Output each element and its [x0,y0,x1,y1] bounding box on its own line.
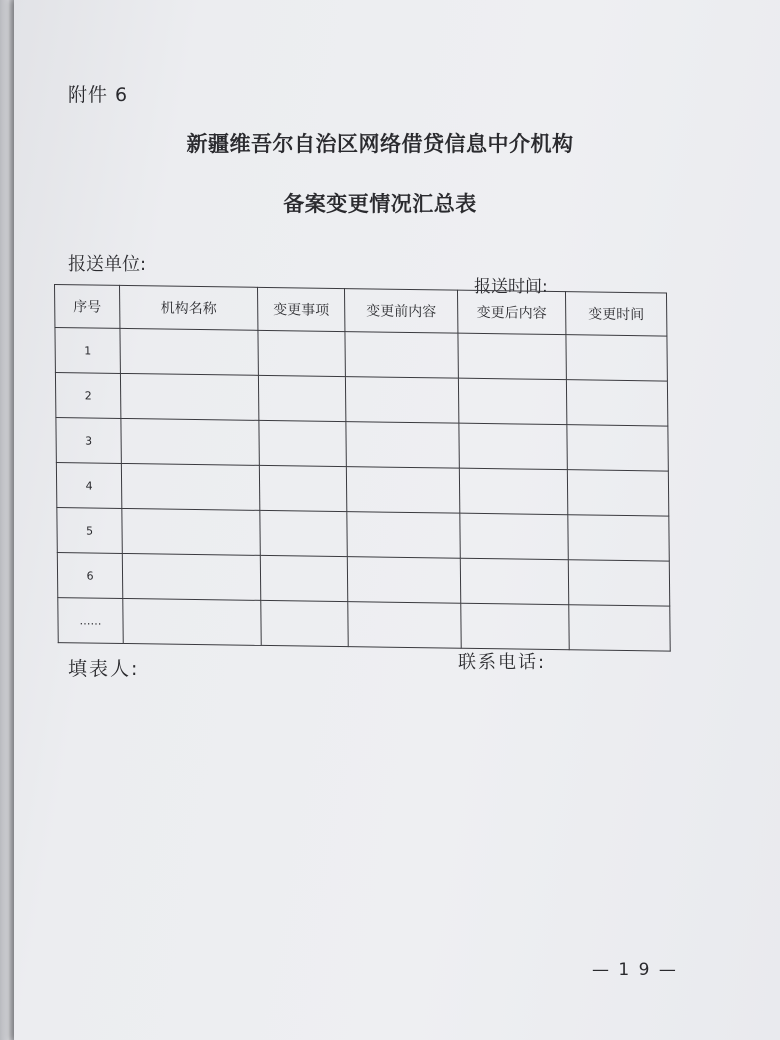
row-seq: 5 [57,508,122,554]
row-seq: …… [58,598,123,644]
table-cell [460,513,568,560]
table-cell [348,602,461,649]
table-cell [259,420,346,466]
binding-spine [0,0,14,1040]
header-org-name: 机构名称 [120,285,258,330]
phone-label: 联系电话: [458,652,547,673]
table-cell [345,332,458,379]
table-cell [120,373,258,420]
header-change-item: 变更事项 [257,287,344,331]
document-title-line2: 备案变更情况汇总表 [283,191,477,216]
page-number: — 1 9 — [592,960,678,980]
filler-label: 填表人: [68,658,140,680]
table-cell [460,558,568,605]
row-seq: 1 [55,328,120,374]
report-unit-label: 报送单位: [68,254,147,275]
table-cell [567,470,668,516]
table-cell [346,422,459,469]
table-cell [123,598,261,645]
table-cell [461,603,569,650]
table-cell [458,378,566,425]
table-cell [261,600,348,646]
table-cell [346,467,459,514]
report-time-label: 报送时间: [474,277,548,297]
table-cell [122,508,260,555]
table-cell [458,333,566,380]
table-cell [347,557,460,604]
table-cell [569,605,670,651]
header-seq: 序号 [55,285,120,329]
table-cell [566,380,667,426]
table-cell [121,463,259,510]
table-cell [459,423,567,470]
table-cell [347,512,460,559]
table-cell [459,468,567,515]
row-seq: 3 [56,418,121,464]
header-after-content: 变更后内容 [457,290,565,335]
row-seq: 4 [56,463,121,509]
row-seq: 2 [55,373,120,419]
summary-table [54,284,670,651]
table-cell [345,377,458,424]
table-cell [259,465,346,511]
table-cell [258,330,345,376]
table-cell [260,555,347,601]
table-cell [120,328,258,375]
table-cell [568,560,669,606]
attachment-label: 附件 6 [68,84,129,106]
table-cell [258,375,345,421]
document-title-line1: 新疆维吾尔自治区网络借贷信息中介机构 [186,131,574,156]
header-change-time: 变更时间 [565,292,666,336]
table-cell [567,425,668,471]
header-before-content: 变更前内容 [344,289,457,334]
table-cell [568,515,669,561]
table-cell [566,335,667,381]
row-seq: 6 [57,553,122,599]
table-cell [260,510,347,556]
table-cell [121,418,259,465]
table-cell [122,553,260,600]
table-row [58,598,670,652]
